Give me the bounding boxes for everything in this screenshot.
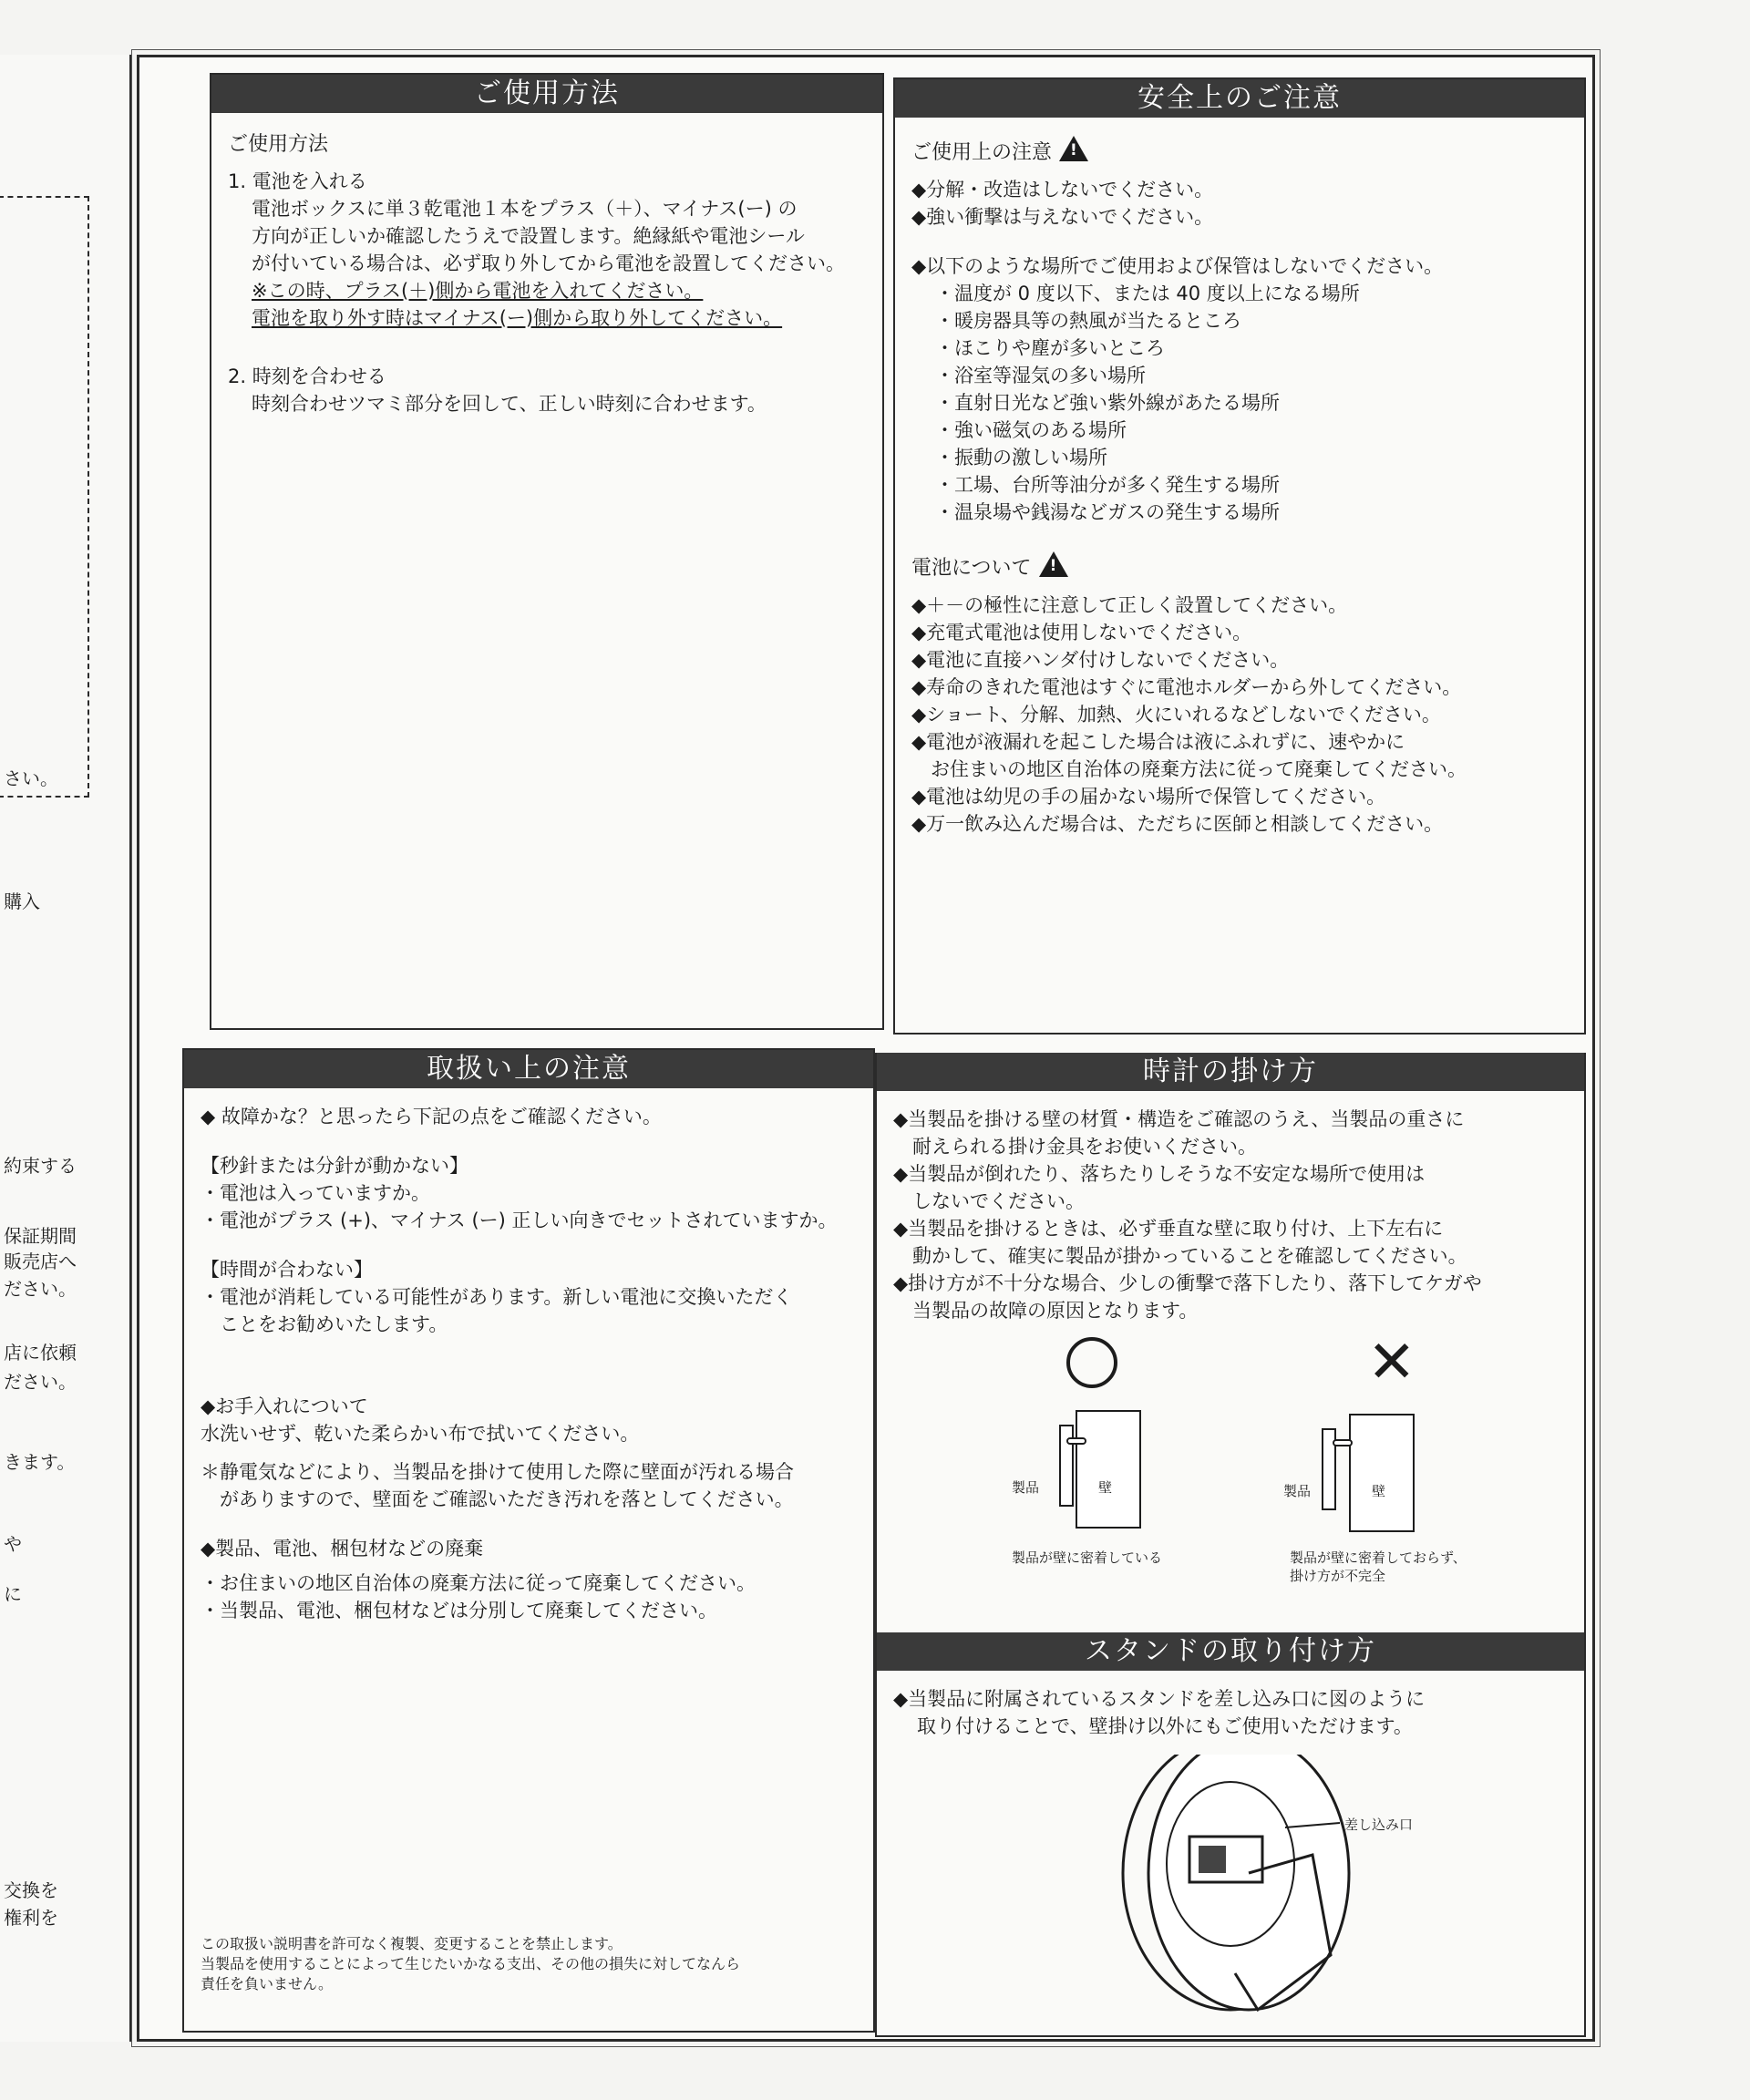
step2-line: 時刻合わせツマミ部分を回して、正しい時刻に合わせます。 [252,393,767,415]
hang-panel [875,1053,1586,2037]
label-wall: 壁 [1098,1479,1113,1496]
q1-item: ・電池は入っていますか。 [201,1182,430,1204]
wall-bad [1349,1414,1415,1532]
hang-item: ◆当製品が倒れたり、落ちたりしそうな不安定な場所で使用は [893,1163,1426,1185]
place-item: ・浴室等湿気の多い場所 [935,365,1146,386]
hang-item: ◆当製品を掛ける壁の材質・構造をご確認のうえ、当製品の重さに [893,1108,1465,1130]
q2-item: ことをお勧めいたします。 [201,1313,448,1335]
usage-subtitle: ご使用方法 [228,133,329,156]
left-fragment: や [4,1533,22,1555]
caption-bad-line: 製品が壁に密着しておらず、 [1290,1549,1467,1566]
caption-good: 製品が壁に密着している [1012,1549,1163,1566]
slot-label: 差し込み口 [1344,1817,1414,1833]
hang-item: ◆掛け方が不十分な場合、少しの衝撃で落下したり、落下してケガや [893,1272,1482,1294]
safety-panel [893,77,1586,1035]
step1-line: が付いている場合は、必ず取り外してから電池を設置してください。 [252,252,845,274]
battery-item: ◆電池に直接ハンダ付けしないでください。 [911,649,1290,671]
left-fragment: 権利を [4,1907,58,1929]
place-item: ・ほこりや塵が多いところ [935,337,1165,359]
place-item: ・振動の激しい場所 [935,447,1107,468]
battery-item: ◆電池が液漏れを起こした場合は液にふれずに、速やかに [911,731,1405,753]
battery-item: お住まいの地区自治体の廃棄方法に従って廃棄してください。 [911,758,1467,780]
care-line: 水洗いせず、乾いた柔らかい布で拭いてください。 [201,1423,640,1445]
stand-illustration [893,1755,1568,2028]
caption-bad [1290,1549,1467,1585]
battery-item: ◆＋－の極性に注意して正しく設置してください。 [911,594,1348,616]
place-item: ・強い磁気のある場所 [935,419,1127,441]
place-item: ・温泉場や銭湯などガスの発生する場所 [935,501,1280,523]
battery-item: ◆寿命のきれた電池はすぐに電池ホルダーから外してください。 [911,676,1462,698]
dispose-item: ・当製品、電池、梱包材などは分別して廃棄してください。 [201,1600,717,1621]
care-title: ◆お手入れについて [201,1395,368,1417]
footer-line: 責任を負いません。 [201,1975,333,1992]
battery-title: 電池について [911,557,1032,580]
stand-line: ◆当製品に附属されているスタンドを差し込み口に図のように [893,1688,1426,1710]
hang-item: しないでください。 [893,1190,1085,1212]
handling-panel [182,1048,875,2033]
hang-item: 動かして、確実に製品が掛かっていることを確認してください。 [893,1245,1467,1267]
caption-bad-line: 掛け方が不完全 [1290,1568,1386,1584]
usage-panel [210,73,884,1030]
handling-header: 取扱い上の注意 [184,1050,873,1088]
incorrect-mark-icon: ✕ [1367,1329,1416,1396]
battery-item: ◆電池は幼児の手の届かない場所で保管してください。 [911,786,1386,808]
usage-header: ご使用方法 [211,75,882,113]
q2-title: 【時間が合わない】 [201,1259,373,1281]
step1-note: ※この時、プラス(＋)側から電池を入れてください。 [252,280,704,302]
q2-item: ・電池が消耗している可能性があります。新しい電池に交換いただく [201,1286,793,1308]
battery-item: ◆ショート、分解、加熱、火にいれるなどしないでください。 [911,704,1441,726]
handling-intro: ◆ 故障かな？と思ったら下記の点をご確認ください。 [201,1106,662,1127]
step1-note: 電池を取り外す時はマイナス(ー)側から取り外してください。 [252,307,783,329]
step2-title: 2. 時刻を合わせる [228,365,386,387]
step1-title: 1. 電池を入れる [228,170,367,192]
place-item: ・温度が 0 度以下、または 40 度以上になる場所 [935,283,1360,304]
use-item: ◆強い衝撃は与えないでください。 [911,206,1214,228]
left-fragment: 購入 [4,890,40,912]
use-title: ご使用上の注意 [911,141,1053,164]
hook-bad [1333,1439,1353,1446]
clock-stand-drawing [1076,1755,1458,2028]
footer-note [201,1934,740,1994]
safety-header: 安全上のご注意 [895,79,1584,118]
previous-page-strip [0,55,132,2042]
wall-good [1076,1410,1141,1529]
warning-icon [1039,551,1068,577]
left-fragment: 保証期間 [4,1225,77,1247]
place-title: ◆以下のような場所でご使用および保管はしないでください。 [911,255,1444,277]
place-item: ・工場、台所等油分が多く発生する場所 [935,474,1280,496]
step1-line: 電池ボックスに単３乾電池１本をプラス（＋）、マイナス(ー) の [252,198,798,220]
hanging-illustration [893,1329,1568,1601]
left-fragment: ださい。 [4,1371,77,1393]
hang-item: 当製品の故障の原因となります。 [893,1300,1199,1322]
battery-item: ◆充電式電池は使用しないでください。 [911,622,1252,643]
hang-header: 時計の掛け方 [877,1053,1584,1091]
correct-mark-icon [1066,1337,1117,1388]
dispose-title: ◆製品、電池、梱包材などの廃棄 [201,1538,484,1560]
stand-header: スタンドの取り付け方 [877,1632,1584,1671]
use-item: ◆分解・改造はしないでください。 [911,179,1214,201]
left-fragment: さい。 [4,767,58,789]
care-note: ＊静電気などにより、当製品を掛けて使用した際に壁面が汚れる場合 [201,1461,794,1483]
left-fragment: きます。 [4,1451,76,1473]
battery-item: ◆万一飲み込んだ場合は、ただちに医師と相談してください。 [911,813,1444,835]
q1-title: 【秒針または分針が動かない】 [201,1155,468,1177]
stand-line: 取り付けることで、壁掛け以外にもご使用いただけます。 [917,1715,1413,1737]
place-item: ・暖房器具等の熱風が当たるところ [935,310,1241,332]
hang-item: ◆当製品を掛けるときは、必ず垂直な壁に取り付け、上下左右に [893,1218,1444,1240]
q1-item: ・電池がプラス (+)、マイナス (ー) 正しい向きでセットされていますか。 [201,1210,838,1231]
left-fragment: 約束する [4,1155,77,1177]
hook-good [1066,1437,1086,1445]
left-fragment: 交換を [4,1879,58,1901]
left-fragment: 店に依頼 [4,1342,77,1364]
label-product: 製品 [1012,1479,1040,1496]
label-product: 製品 [1283,1483,1312,1499]
hang-item: 耐えられる掛け金具をお使いください。 [893,1136,1257,1158]
dispose-item: ・お住まいの地区自治体の廃棄方法に従って廃棄してください。 [201,1572,756,1594]
dashed-box [0,196,89,798]
footer-line: この取扱い説明書を許可なく複製、変更することを禁止します。 [201,1935,623,1952]
left-fragment: ださい。 [4,1278,77,1300]
step1-line: 方向が正しいか確認したうえで設置します。絶縁紙や電池シール [252,225,805,247]
place-item: ・直射日光など強い紫外線があたる場所 [935,392,1280,414]
warning-icon [1059,136,1088,161]
footer-line: 当製品を使用することによって生じたいかなる支出、その他の損失に対してなんら [201,1955,741,1972]
left-fragment: 販売店へ [4,1251,77,1272]
care-note: がありますので、壁面をご確認いただき汚れを落としてください。 [201,1488,794,1510]
left-fragment: に [4,1583,22,1605]
label-wall: 壁 [1372,1483,1386,1499]
